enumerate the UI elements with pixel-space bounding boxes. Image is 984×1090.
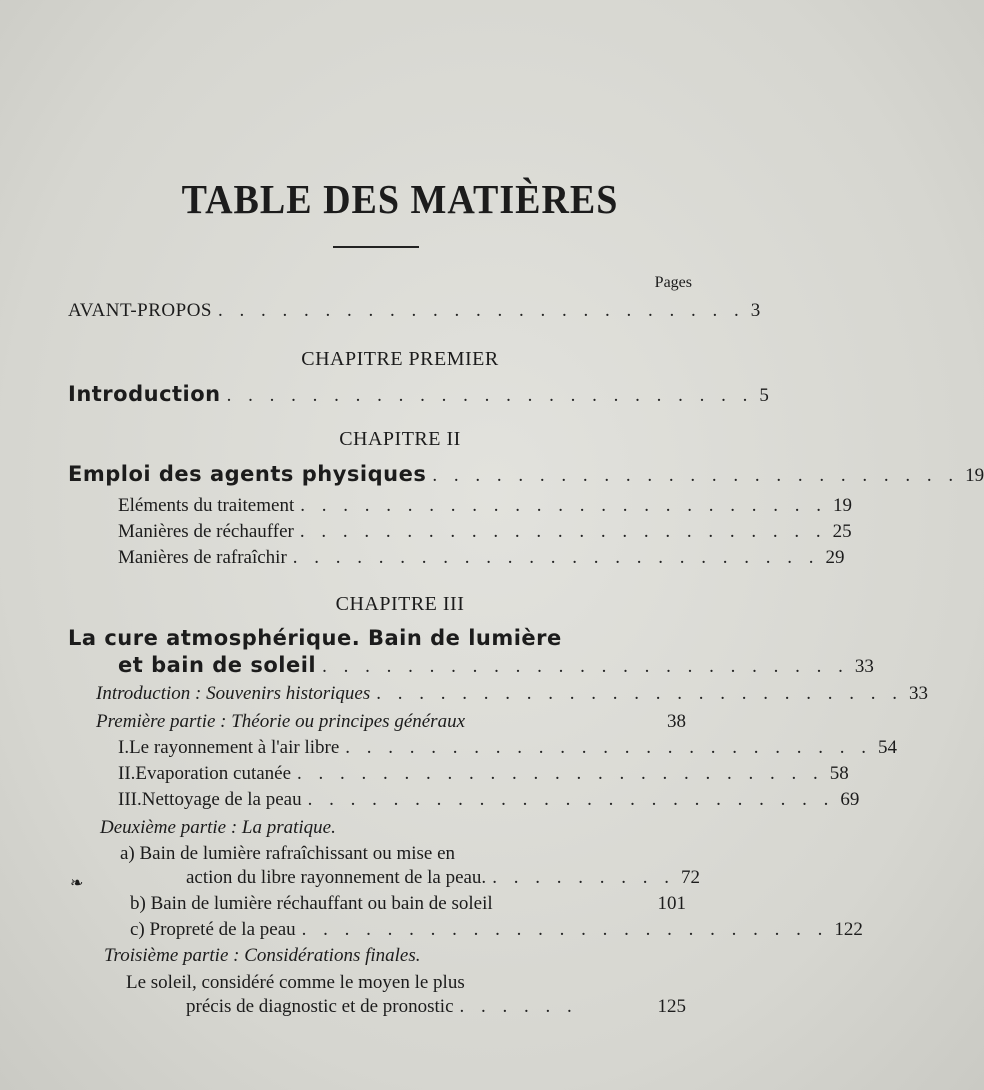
toc-entry-label: Première partie : Théorie ou principes généraux [96, 711, 466, 732]
toc-page-number: 5 [759, 385, 769, 406]
toc-subentry [130, 919, 863, 947]
toc-item-number: II. [118, 763, 136, 784]
toc-subentry [130, 893, 686, 921]
toc-entry-label: Manières de réchauffer [118, 521, 294, 542]
part-heading: Deuxième partie : La pratique. [100, 817, 336, 838]
toc-entry-label: action du libre rayonnement de la peau. [186, 867, 487, 888]
toc-entry-label: Introduction [68, 382, 221, 406]
toc-entry-label: Emploi des agents physiques [68, 462, 427, 486]
toc-entry-label: a) Bain de lumière rafraîchissant ou mise en [120, 843, 456, 864]
toc-subentry [96, 683, 928, 711]
leader-dots: . . . . . . . . . . . . . . . . . . . . . . . . . [301, 919, 829, 940]
toc-subentry [118, 763, 849, 791]
ink-mark-icon: ❧ [70, 873, 84, 892]
toc-subentry [186, 867, 700, 895]
page-title: TABLE DES MATIÈRES [181, 177, 619, 223]
toc-subentry [118, 521, 852, 549]
leader-dots: . . . . . . . . . . . . . . . . . . . . . . . . . [300, 495, 827, 516]
chapter-heading: CHAPITRE III [335, 593, 465, 615]
toc-page-number: 101 [657, 893, 686, 914]
leader-dots: . . . . . . . . . [492, 867, 675, 888]
toc-entry-label: Evaporation cutanée [135, 763, 292, 784]
toc-entry-label: c) Propreté de la peau [130, 919, 296, 940]
leader-dots: . . . . . . . . . . . . . . . . . . . . . . . . . [376, 683, 903, 704]
leader-dots: . . . . . . . . . . . . . . . . . . . . . . . . . [307, 789, 835, 810]
chapter-heading: CHAPITRE II [339, 428, 461, 450]
toc-subentry [118, 789, 860, 817]
toc-entry-label: AVANT-PROPOS [68, 300, 212, 321]
leader-dots: . . . . . . [459, 996, 578, 1017]
toc-entry-label: Manières de rafraîchir [118, 547, 287, 568]
toc-entry-label: Nettoyage de la peau [141, 789, 302, 810]
toc-page-number: 33 [854, 656, 874, 677]
toc-page-number: 3 [750, 300, 761, 321]
toc-page-number: 19 [965, 465, 984, 486]
leader-dots: . . . . . . . . . . . . . . . . . . . . . . . . . [345, 737, 873, 758]
leader-dots: . . . . . . . . . . . . . . . . . . . . . . . . . [432, 465, 960, 486]
toc-subentry [96, 711, 686, 739]
pages-column-label: Pages [654, 274, 692, 291]
toc-subentry [118, 737, 898, 765]
toc-entry-introduction [68, 382, 769, 410]
toc-page-number: 72 [680, 867, 700, 888]
toc-entry-label: et bain de soleil [118, 653, 317, 677]
toc-page-number: 29 [825, 547, 845, 568]
toc-page-number: 33 [909, 683, 928, 704]
chapter-title-line: La cure atmosphérique. Bain de lumière [68, 626, 562, 650]
toc-item-number: I. [118, 737, 130, 758]
toc-entry-label: Le rayonnement à l'air libre [129, 737, 340, 758]
leader-dots: . . . . . . . . . . . . . . . . . . . . . . . . . [299, 521, 827, 542]
toc-entry-avant-propos [68, 300, 761, 328]
leader-dots: . . . . . . . . . . . . . . . . . . . . . . . . . [218, 300, 745, 321]
toc-page-number: 25 [832, 521, 852, 542]
toc-entry-label: Le soleil, considéré comme le moyen le plus [126, 972, 465, 993]
leader-dots: . . . . . . . . . . . . . . . . . . . . . . . . . [226, 385, 754, 406]
leader-dots: . . . . . . . . . . . . . . . . . . . . . . . . . [322, 656, 849, 677]
title-rule [333, 246, 419, 248]
leader-dots: . . . . . . . . . . . . . . . . . . . . . . . . . [297, 763, 824, 784]
toc-page-number: 69 [840, 789, 860, 810]
toc-page-number: 58 [829, 763, 849, 784]
toc-entry-label: Eléments du traitement [118, 495, 295, 516]
toc-page-number: 38 [667, 711, 686, 732]
toc-entry-label: Introduction : Souvenirs historiques [96, 683, 371, 704]
toc-entry-label: b) Bain de lumière réchauffant ou bain de soleil [130, 893, 493, 914]
toc-entry-chapter-3 [118, 653, 874, 681]
chapter-heading: CHAPITRE PREMIER [301, 348, 499, 370]
toc-page-number: 125 [657, 996, 686, 1017]
toc-entry-chapter-2 [68, 462, 984, 490]
leader-dots: . . . . . . . . . . . . . . . . . . . . . . . . . [292, 547, 820, 568]
toc-subentry [118, 547, 845, 575]
toc-page-number: 122 [834, 919, 863, 940]
toc-subentry [118, 495, 852, 523]
toc-entry-label: précis de diagnostic et de pronostic [186, 996, 454, 1017]
part-heading: Troisième partie : Considérations finales. [104, 945, 421, 966]
toc-page-number: 54 [878, 737, 898, 758]
toc-subentry [186, 996, 686, 1024]
toc-page-number: 19 [832, 495, 852, 516]
toc-item-number: III. [118, 789, 142, 810]
